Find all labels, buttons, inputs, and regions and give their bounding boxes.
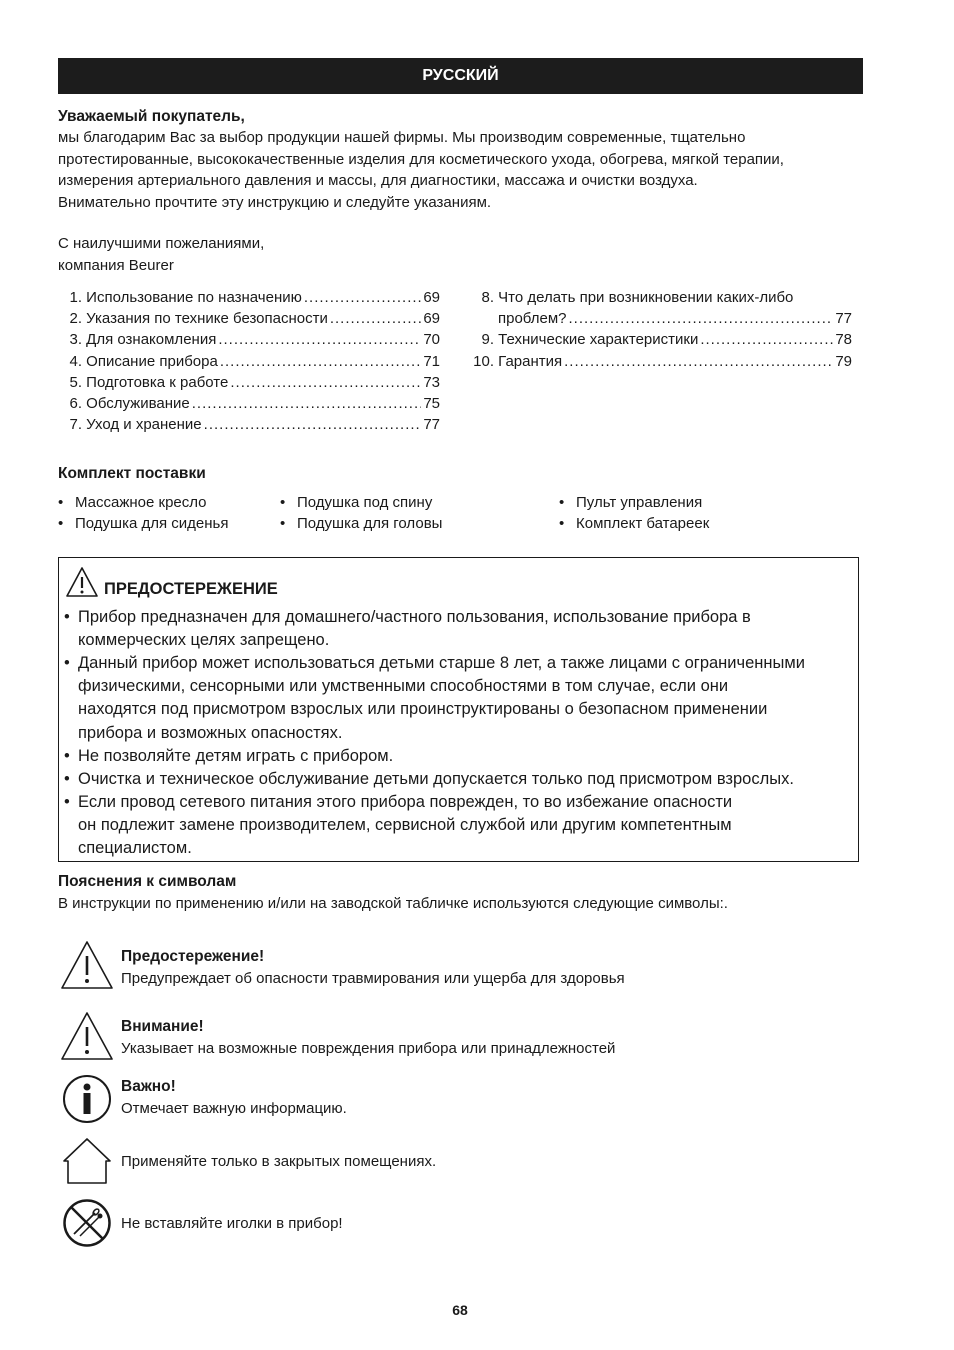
symbol-text: Отмечает важную информацию.	[121, 1100, 347, 1117]
toc-leader	[568, 310, 833, 327]
toc-leader	[220, 353, 421, 370]
caution-triangle-icon	[60, 1011, 114, 1061]
intro-line: протестированные, высококачественные изделия для косметического ухода, обогрева, мягкой терапии,	[58, 150, 784, 168]
toc-leader	[564, 353, 833, 370]
symbol-text: Указывает на возможные повреждения прибора или принадлежностей	[121, 1040, 616, 1057]
toc-title: Для ознакомления	[86, 331, 217, 348]
symbol-text: Применяйте только в закрытых помещениях.	[121, 1153, 437, 1170]
delivery-heading: Комплект поставки	[58, 465, 206, 482]
toc-page: 79	[835, 353, 852, 370]
no-needles-icon	[62, 1198, 112, 1248]
toc-item[interactable]	[472, 353, 852, 374]
toc-leader	[192, 395, 422, 412]
house-icon	[62, 1136, 112, 1186]
warning-triangle-icon	[66, 566, 98, 598]
toc-leader	[304, 289, 421, 306]
toc-page: 77	[423, 416, 440, 433]
toc-item[interactable]	[64, 331, 440, 352]
toc-title: Обслуживание	[86, 395, 190, 412]
toc-item[interactable]	[64, 374, 440, 395]
warning-line: находятся под присмотром взрослых или проинструктированы о безопасном применении	[78, 700, 768, 719]
intro-section	[58, 106, 858, 213]
toc-number: 3.	[69, 331, 82, 348]
toc-page: 69	[423, 310, 440, 327]
symbol-text: Предупреждает об опасности травмирования или ущерба для здоровья	[121, 970, 625, 987]
toc-item-continued[interactable]	[498, 310, 852, 331]
toc-title: Гарантия	[498, 353, 563, 370]
toc-page: 73	[423, 374, 440, 391]
warning-line: физическими, сенсорными или умственными способностями в том случае, если они	[78, 677, 729, 696]
closing-line: С наилучшими пожеланиями,	[58, 235, 265, 252]
toc-number: 10.	[473, 353, 494, 370]
intro-line: мы благодарим Вас за выбор продукции нашей фирмы. Мы производим современные, тщательно	[58, 129, 746, 146]
warning-line: он подлежит замене производителем, сервисной службой или другим компетентным	[78, 816, 732, 835]
delivery-item: • Массажное кресло	[58, 494, 207, 511]
toc-page: 75	[423, 395, 440, 412]
delivery-item: • Пульт управления	[559, 494, 702, 511]
toc-leader	[230, 374, 421, 391]
symbols-intro: В инструкции по применению и/или на заводской табличке используются следующие символы:.	[58, 895, 728, 912]
toc-number: 1.	[69, 289, 82, 306]
toc-number: 2.	[69, 310, 82, 327]
delivery-item: • Подушка для головы	[280, 515, 442, 532]
warning-line: специалистом.	[78, 839, 192, 858]
delivery-item: • Комплект батареек	[559, 515, 709, 532]
closing-line: компания Beurer	[58, 256, 174, 274]
warning-item: • Если провод сетевого питания этого прибора поврежден, то во избежание опасности он подлежит замене производителем, сервисной службой или другим компетентным специалистом.	[64, 791, 854, 861]
toc-item[interactable]	[472, 289, 854, 310]
greeting-heading: Уважаемый покупатель,	[58, 108, 245, 125]
warning-item: • Данный прибор может использоваться детьми старше 8 лет, а также лицами с ограниченными физическими, сенсорными или умственными способностями в том случае, если они находятся под присмотром взрослых или проинструктированы о безопасном применении прибора и возможных опасностях.	[64, 652, 854, 745]
intro-line: Внимательно прочтите эту инструкцию и следуйте указаниям.	[58, 193, 492, 211]
toc-leader	[700, 331, 833, 348]
warning-line: Очистка и техническое обслуживание детьми допускается только под присмотром взрослых.	[78, 770, 794, 788]
toc-title: Описание прибора	[86, 353, 218, 370]
language-header	[58, 58, 863, 94]
warning-line: Если провод сетевого питания этого прибора поврежден, то во избежание опасности	[78, 793, 733, 811]
info-icon	[62, 1074, 112, 1124]
symbol-title: Предостережение!	[121, 948, 265, 965]
symbol-title: Важно!	[121, 1078, 176, 1095]
toc-item[interactable]	[64, 310, 440, 331]
delivery-item: • Подушка под спину	[280, 494, 432, 511]
toc-title: Использование по назначению	[86, 289, 302, 306]
closing-signature	[58, 233, 264, 276]
symbol-title: Внимание!	[121, 1018, 204, 1035]
toc-page: 78	[835, 331, 852, 348]
warning-line: Не позволяйте детям играть с прибором.	[78, 747, 394, 765]
toc-leader	[204, 416, 422, 433]
page-number: 68	[452, 1302, 468, 1318]
warning-line: прибора и возможных опасностях.	[78, 723, 343, 742]
toc-title: Указания по технике безопасности	[86, 310, 328, 327]
toc-page: 70	[423, 331, 440, 348]
toc-item[interactable]	[64, 416, 440, 437]
delivery-item: • Подушка для сиденья	[58, 515, 228, 532]
language-title: РУССКИЙ	[422, 67, 499, 84]
toc-leader	[218, 331, 421, 348]
warning-line: Данный прибор может использоваться детьми старше 8 лет, а также лицами с ограниченными	[78, 654, 805, 672]
warning-item: • Очистка и техническое обслуживание детьми допускается только под присмотром взрослых.	[64, 768, 854, 791]
warning-line: Прибор предназначен для домашнего/частного пользования, использование прибора в	[78, 608, 751, 626]
toc-title: проблем?	[498, 310, 567, 327]
toc-item[interactable]	[64, 395, 440, 416]
toc-number: 6.	[69, 395, 82, 412]
toc-title: Что делать при возникновении каких-либо	[498, 289, 794, 306]
intro-line: измерения артериального давления и массы, для диагностики, массажа и очистки воздуха.	[58, 172, 698, 189]
toc-page: 69	[423, 289, 440, 306]
toc-title: Уход и хранение	[86, 416, 202, 433]
toc-leader	[330, 310, 421, 327]
symbols-heading: Пояснения к символам	[58, 873, 237, 890]
toc-number: 8.	[481, 289, 494, 306]
warning-line: коммерческих целях запрещено.	[78, 631, 330, 650]
warning-title: ПРЕДОСТЕРЕЖЕНИЕ	[104, 580, 278, 598]
toc-number: 9.	[481, 331, 494, 348]
toc-number: 5.	[69, 374, 82, 391]
toc-item[interactable]	[64, 353, 440, 374]
toc-title: Подготовка к работе	[86, 374, 229, 391]
warning-triangle-icon	[60, 940, 114, 990]
toc-number: 4.	[69, 353, 82, 370]
symbol-text: Не вставляйте иголки в прибор!	[121, 1215, 343, 1232]
toc-title: Технические характеристики	[498, 331, 699, 348]
toc-item[interactable]	[472, 331, 852, 352]
toc-item[interactable]	[64, 289, 440, 310]
warning-item: • Не позволяйте детям играть с прибором.	[64, 745, 854, 768]
toc-number: 7.	[69, 416, 82, 433]
toc-page: 71	[423, 353, 440, 370]
warning-item: • Прибор предназначен для домашнего/частного пользования, использование прибора в коммерческих целях запрещено.	[64, 606, 854, 652]
toc-page: 77	[835, 310, 852, 327]
